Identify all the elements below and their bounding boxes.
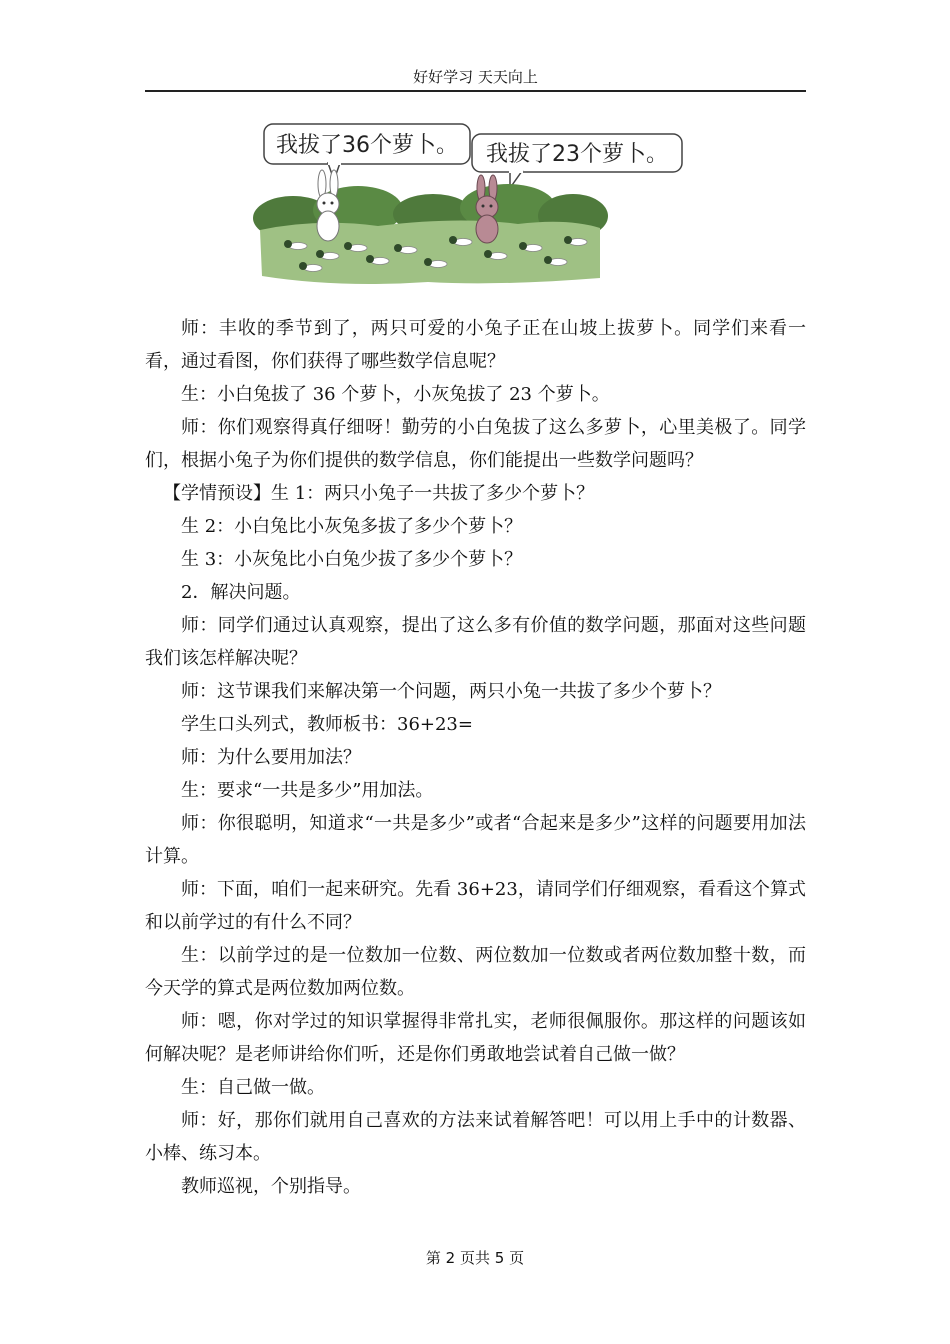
page-footer xyxy=(0,1247,950,1268)
paragraph: 生：自己做一做。 xyxy=(181,1077,325,1098)
paragraph: 【学情预设】生 1：两只小兔子一共拔了多少个萝卜？ xyxy=(163,483,595,504)
paragraph: 师：好，那你们就用自己喜欢的方法来试着解答吧！可以用上手中的计数器、小棒、练习本。 xyxy=(145,1110,806,1164)
paragraph: 生：要求“一共是多少”用加法。 xyxy=(181,780,434,801)
grey-rabbit xyxy=(476,175,498,243)
paragraph: 教师巡视，个别指导。 xyxy=(181,1176,361,1197)
bubble-right-text: 我拔了23个萝卜。 xyxy=(486,142,668,167)
paragraph: 生 2：小白兔比小灰兔多拔了多少个萝卜？ xyxy=(181,516,523,537)
paragraph: 师：你们观察得真仔细呀！勤劳的小白兔拔了这么多萝卜，心里美极了。同学们，根据小兔子为你们提供的数学信息，你们能提出一些数学问题吗？ xyxy=(145,417,806,471)
paragraph: 生：小白兔拔了 36 个萝卜，小灰兔拔了 23 个萝卜。 xyxy=(181,384,610,405)
page-header xyxy=(145,66,806,92)
paragraph: 生 3：小灰兔比小白兔少拔了多少个萝卜？ xyxy=(181,549,523,570)
paragraph: 师：这节课我们来解决第一个问题，两只小兔一共拔了多少个萝卜？ xyxy=(181,681,721,702)
grass-field xyxy=(260,220,600,284)
paragraph: 师：你很聪明，知道求“一共是多少”或者“合起来是多少”这样的问题要用加法计算。 xyxy=(145,813,806,867)
paragraph: 师：下面，咱们一起来研究。先看 36+23，请同学们仔细观察，看看这个算式和以前学过的有什么不同？ xyxy=(145,879,806,933)
header-text: 好好学习 天天向上 xyxy=(413,68,538,86)
page-number: 第 2 页共 5 页 xyxy=(425,1249,525,1267)
paragraph: 师：丰收的季节到了，两只可爱的小兔子正在山坡上拔萝卜。同学们来看一看，通过看图，你们获得了哪些数学信息呢？ xyxy=(145,318,806,372)
speech-bubble-left xyxy=(264,124,470,180)
section-heading: 2．解决问题。 xyxy=(181,582,301,603)
paragraph: 生：以前学过的是一位数加一位数、两位数加一位数或者两位数加整十数，而今天学的算式是两位数加两位数。 xyxy=(145,945,806,999)
bubble-left-text: 我拔了36个萝卜。 xyxy=(276,133,458,158)
paragraph: 师：同学们通过认真观察，提出了这么多有价值的数学问题，那面对这些问题我们该怎样解决呢？ xyxy=(145,615,806,669)
white-rabbit xyxy=(317,170,339,241)
paragraph: 师：为什么要用加法？ xyxy=(181,747,361,768)
paragraph: 学生口头列式，教师板书：36+23= xyxy=(181,714,473,735)
paragraph: 师：嗯，你对学过的知识掌握得非常扎实，老师很佩服你。那这样的问题该如何解决呢？是老师讲给你们听，还是你们勇敢地尝试着自己做一做？ xyxy=(145,1011,806,1065)
speech-bubble-right xyxy=(472,134,682,188)
rabbits-pulling-radishes-illustration xyxy=(258,118,668,288)
lesson-transcript xyxy=(145,312,806,1203)
